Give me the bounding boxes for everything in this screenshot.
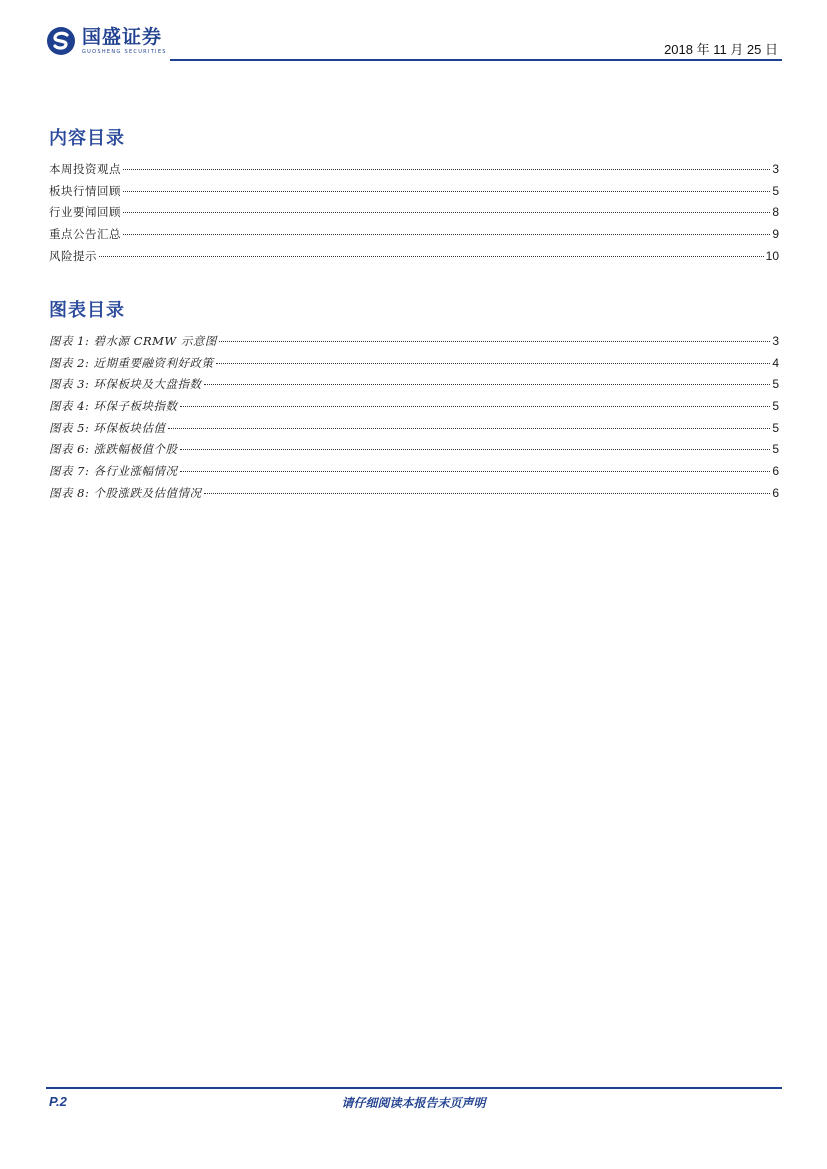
figures-title: 图表目录	[49, 300, 125, 321]
disclaimer-note: 请仔细阅读本报告末页声明	[341, 1096, 486, 1110]
contents-entry[interactable]	[49, 202, 779, 224]
figure-entry-page-number[interactable]: 6	[772, 464, 779, 479]
contents-entry-page-number[interactable]: 8	[772, 205, 779, 220]
figure-entry-page-number[interactable]: 5	[772, 377, 779, 392]
footer-divider	[46, 1087, 782, 1089]
figure-entry-label[interactable]: 图表 4: 环保子板块指数	[49, 399, 178, 414]
figure-entry-label[interactable]: 图表 5: 环保板块估值	[49, 420, 166, 435]
figure-entry-page-number[interactable]: 6	[772, 485, 779, 500]
figure-entry[interactable]	[49, 353, 779, 375]
contents-entry-label[interactable]: 重点公告汇总	[49, 227, 121, 242]
dot-leader	[216, 363, 771, 364]
dot-leader	[204, 384, 771, 385]
figure-entry[interactable]	[49, 418, 779, 440]
contents-entry-page-number[interactable]: 10	[765, 248, 779, 263]
contents-list	[49, 159, 779, 267]
company-logo-subtext: GUOSHENG SECURITIES	[82, 49, 167, 55]
figure-entry-label[interactable]: 图表 7: 各行业涨幅情况	[49, 464, 178, 479]
figure-entry-label[interactable]: 图表 8: 个股涨跌及估值情况	[49, 485, 202, 500]
dot-leader	[180, 471, 771, 472]
contents-entry-page-number[interactable]: 5	[772, 183, 779, 198]
dot-leader	[123, 169, 770, 170]
contents-entry-label[interactable]: 本周投资观点	[49, 162, 121, 176]
contents-entry[interactable]	[49, 159, 779, 181]
page-header	[46, 22, 782, 62]
company-logo-text: 国盛证券	[82, 26, 163, 48]
figure-entry[interactable]	[49, 374, 779, 396]
figures-list	[49, 331, 779, 505]
dot-leader	[180, 406, 771, 407]
contents-entry-label[interactable]: 板块行情回顾	[49, 183, 121, 198]
contents-entry-page-number[interactable]: 3	[772, 162, 779, 176]
figure-entry-label[interactable]: 图表 3: 环保板块及大盘指数	[49, 377, 202, 392]
dot-leader	[219, 341, 770, 342]
figure-entry-page-number[interactable]: 4	[772, 355, 779, 370]
contents-entry[interactable]	[49, 246, 779, 268]
figure-entry[interactable]	[49, 439, 779, 461]
dot-leader	[180, 449, 771, 450]
company-logo-icon	[46, 26, 76, 56]
figure-entry[interactable]	[49, 461, 779, 483]
contents-title: 内容目录	[49, 128, 125, 149]
contents-entry-page-number[interactable]: 9	[772, 227, 779, 242]
header-divider	[170, 59, 782, 61]
contents-entry-label[interactable]: 行业要闻回顾	[49, 205, 121, 220]
figure-entry-label[interactable]: 图表 2: 近期重要融资利好政策	[49, 355, 214, 370]
contents-entry[interactable]	[49, 224, 779, 246]
dot-leader	[123, 191, 770, 192]
dot-leader	[99, 256, 764, 257]
dot-leader	[168, 428, 771, 429]
figure-entry-label[interactable]: 图表 6: 涨跌幅极值个股	[49, 442, 178, 457]
figure-entry[interactable]	[49, 396, 779, 418]
figure-entry-label[interactable]: 图表 1: 碧水源 CRMW 示意图	[49, 334, 217, 348]
contents-entry[interactable]	[49, 181, 779, 203]
dot-leader	[123, 212, 770, 213]
dot-leader	[123, 234, 770, 235]
figure-entry-page-number[interactable]: 5	[772, 420, 779, 435]
figure-entry-page-number[interactable]: 5	[772, 442, 779, 457]
figure-entry[interactable]	[49, 483, 779, 505]
figure-entry[interactable]	[49, 331, 779, 353]
dot-leader	[204, 493, 771, 494]
figure-entry-page-number[interactable]: 5	[772, 399, 779, 414]
report-date: 2018 年 11 月 25 日	[664, 42, 778, 57]
page-number: P.2	[49, 1094, 67, 1109]
contents-entry-label[interactable]: 风险提示	[49, 248, 97, 263]
figure-entry-page-number[interactable]: 3	[772, 334, 779, 348]
